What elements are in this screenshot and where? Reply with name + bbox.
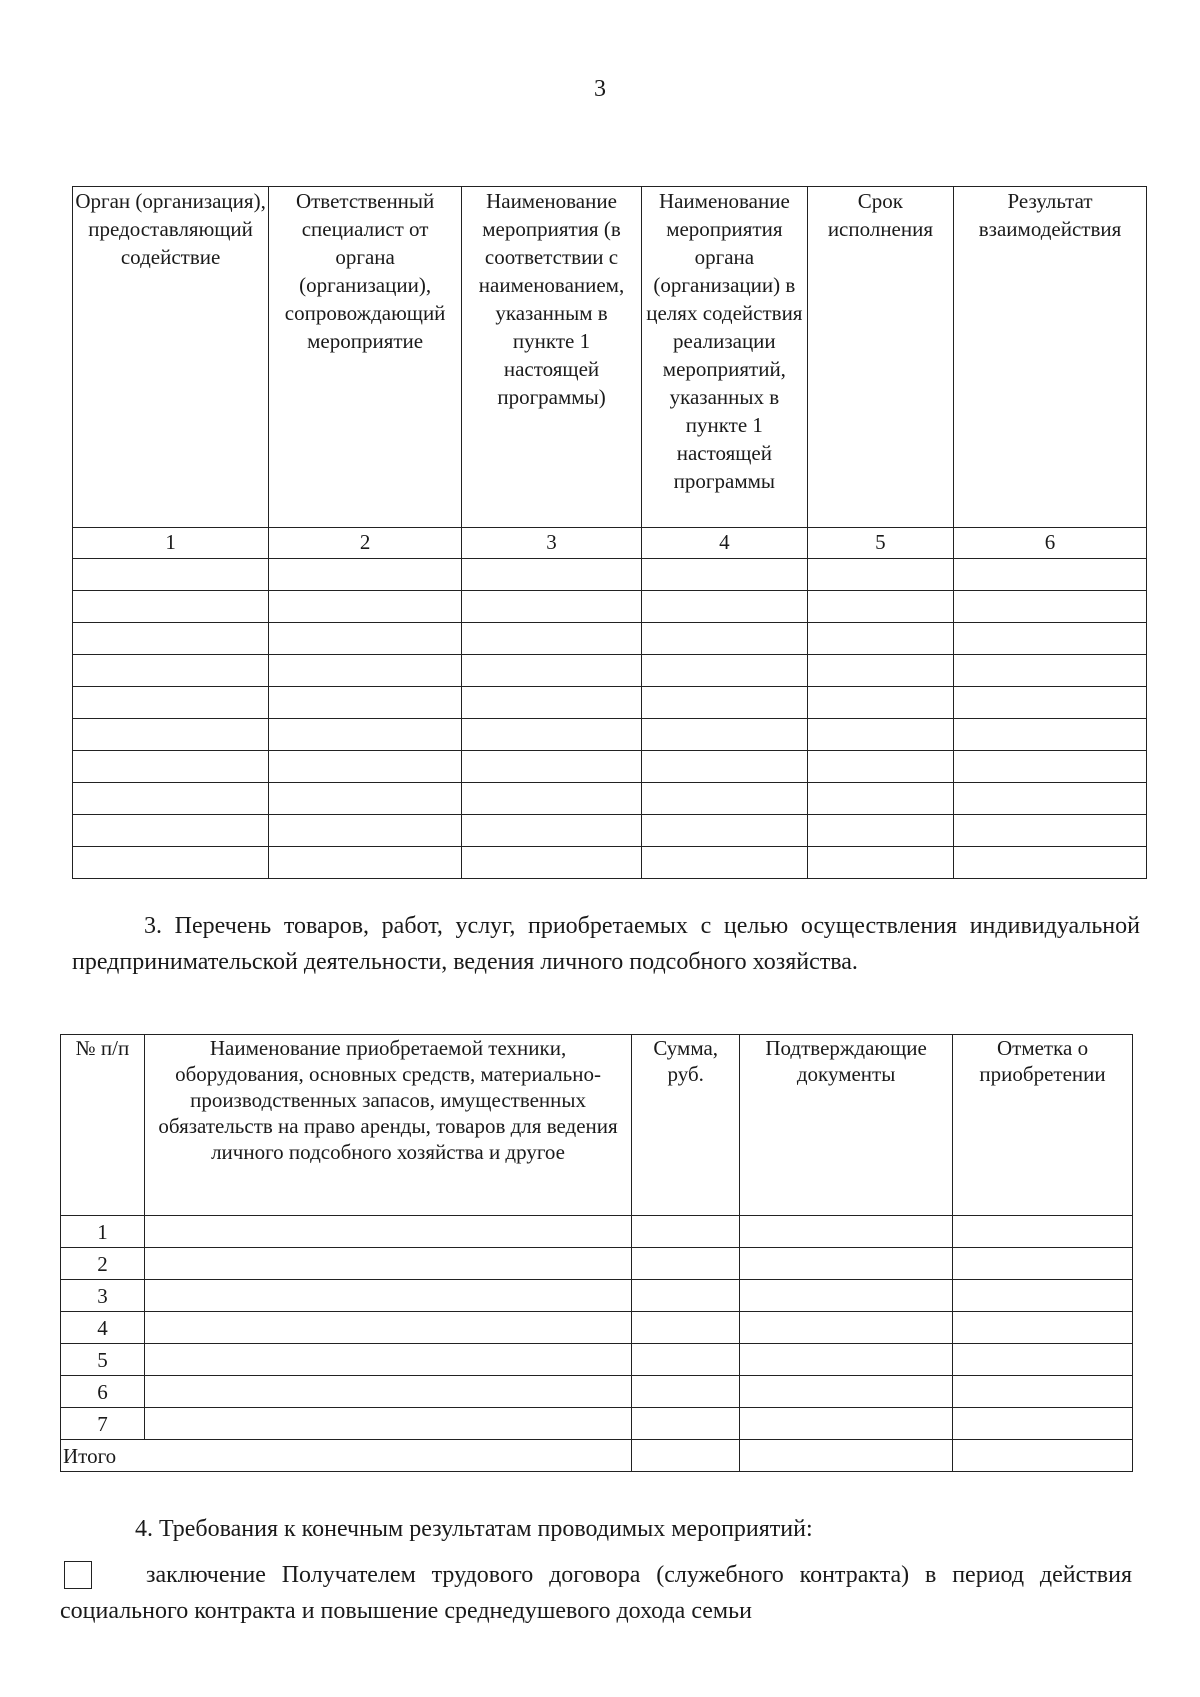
empty-cell[interactable] bbox=[953, 1248, 1133, 1280]
row-number: 6 bbox=[61, 1376, 145, 1408]
empty-cell[interactable] bbox=[462, 591, 642, 623]
empty-cell[interactable] bbox=[632, 1280, 740, 1312]
table-row bbox=[73, 815, 1147, 847]
empty-cell[interactable] bbox=[144, 1376, 631, 1408]
header-organization-event-name: Наименование мероприятия органа (организации) в целях содействия реализации мероприятий, указанных в пункте 1 настоящей программы bbox=[641, 187, 807, 528]
empty-cell[interactable] bbox=[269, 655, 462, 687]
table-row bbox=[61, 1248, 1133, 1280]
empty-cell[interactable] bbox=[641, 751, 807, 783]
table-row bbox=[73, 687, 1147, 719]
empty-cell[interactable] bbox=[641, 783, 807, 815]
empty-cell[interactable] bbox=[144, 1216, 631, 1248]
column-number: 5 bbox=[807, 528, 953, 559]
empty-cell[interactable] bbox=[954, 815, 1147, 847]
table-row bbox=[73, 783, 1147, 815]
empty-cell[interactable] bbox=[269, 623, 462, 655]
page-number: 3 bbox=[594, 76, 606, 102]
empty-cell[interactable] bbox=[73, 591, 269, 623]
empty-cell[interactable] bbox=[954, 655, 1147, 687]
empty-cell[interactable] bbox=[632, 1408, 740, 1440]
empty-cell[interactable] bbox=[954, 559, 1147, 591]
header-row-number: № п/п bbox=[61, 1035, 145, 1216]
empty-cell[interactable] bbox=[954, 623, 1147, 655]
header-responsible-specialist: Ответственный специалист от органа (организации), сопровождающий мероприятие bbox=[269, 187, 462, 528]
empty-cell[interactable] bbox=[953, 1440, 1133, 1472]
empty-cell[interactable] bbox=[740, 1344, 953, 1376]
empty-cell[interactable] bbox=[632, 1216, 740, 1248]
empty-cell[interactable] bbox=[462, 815, 642, 847]
empty-cell[interactable] bbox=[954, 751, 1147, 783]
header-event-name: Наименование мероприятия (в соответствии с наименованием, указанным в пункте 1 настоящей программы) bbox=[462, 187, 642, 528]
column-number: 4 bbox=[641, 528, 807, 559]
header-deadline: Срок исполнения bbox=[807, 187, 953, 528]
empty-cell[interactable] bbox=[632, 1248, 740, 1280]
empty-cell[interactable] bbox=[269, 815, 462, 847]
empty-cell[interactable] bbox=[807, 559, 953, 591]
table-row bbox=[61, 1216, 1133, 1248]
empty-cell[interactable] bbox=[144, 1280, 631, 1312]
empty-cell[interactable] bbox=[641, 623, 807, 655]
empty-cell[interactable] bbox=[807, 815, 953, 847]
empty-cell[interactable] bbox=[269, 783, 462, 815]
empty-cell[interactable] bbox=[953, 1408, 1133, 1440]
header-organization: Орган (организация), предоставляющий содействие bbox=[73, 187, 269, 528]
empty-cell[interactable] bbox=[953, 1280, 1133, 1312]
empty-cell[interactable] bbox=[954, 719, 1147, 751]
empty-cell[interactable] bbox=[641, 687, 807, 719]
row-number: 4 bbox=[61, 1312, 145, 1344]
empty-cell[interactable] bbox=[73, 751, 269, 783]
column-number: 6 bbox=[954, 528, 1147, 559]
empty-cell[interactable] bbox=[462, 655, 642, 687]
empty-cell[interactable] bbox=[807, 719, 953, 751]
empty-cell[interactable] bbox=[144, 1248, 631, 1280]
total-label: Итого bbox=[61, 1440, 632, 1472]
empty-cell[interactable] bbox=[740, 1440, 953, 1472]
table-row bbox=[61, 1312, 1133, 1344]
empty-cell[interactable] bbox=[73, 655, 269, 687]
total-row bbox=[61, 1440, 1133, 1472]
header-item-name: Наименование приобретаемой техники, оборудования, основных средств, материально-производственных запасов, имущественных обязательств на право аренды, товаров для ведения личного подсобного хозяйства и другое bbox=[144, 1035, 631, 1216]
table-row bbox=[73, 591, 1147, 623]
empty-cell[interactable] bbox=[954, 847, 1147, 879]
empty-cell[interactable] bbox=[740, 1280, 953, 1312]
empty-cell[interactable] bbox=[269, 559, 462, 591]
interaction-table-header-row bbox=[73, 187, 1147, 528]
table-row bbox=[61, 1376, 1133, 1408]
empty-cell[interactable] bbox=[954, 687, 1147, 719]
section-3-text: 3. Перечень товаров, работ, услуг, приобретаемых с целью осуществления индивидуальной предпринимательской деятельности, ведения личного подсобного хозяйства. bbox=[72, 913, 1140, 975]
table-row bbox=[73, 751, 1147, 783]
empty-cell[interactable] bbox=[632, 1344, 740, 1376]
section-4-heading: 4. Требования к конечным результатам проводимых мероприятий: bbox=[135, 1516, 813, 1542]
header-interaction-result: Результат взаимодействия bbox=[954, 187, 1147, 528]
empty-cell[interactable] bbox=[954, 591, 1147, 623]
table-row bbox=[73, 623, 1147, 655]
interaction-table bbox=[72, 186, 1147, 879]
empty-cell[interactable] bbox=[641, 591, 807, 623]
empty-cell[interactable] bbox=[641, 719, 807, 751]
table-row bbox=[73, 655, 1147, 687]
empty-cell[interactable] bbox=[144, 1312, 631, 1344]
empty-cell[interactable] bbox=[740, 1248, 953, 1280]
purchases-table-header-row bbox=[61, 1035, 1133, 1216]
empty-cell[interactable] bbox=[641, 815, 807, 847]
empty-cell[interactable] bbox=[269, 719, 462, 751]
table-row bbox=[73, 559, 1147, 591]
empty-cell[interactable] bbox=[462, 559, 642, 591]
empty-cell[interactable] bbox=[632, 1440, 740, 1472]
empty-cell[interactable] bbox=[953, 1216, 1133, 1248]
empty-cell[interactable] bbox=[807, 655, 953, 687]
empty-cell[interactable] bbox=[632, 1376, 740, 1408]
empty-cell[interactable] bbox=[953, 1344, 1133, 1376]
column-number: 2 bbox=[269, 528, 462, 559]
empty-cell[interactable] bbox=[462, 623, 642, 655]
empty-cell[interactable] bbox=[953, 1312, 1133, 1344]
empty-cell[interactable] bbox=[73, 815, 269, 847]
empty-cell[interactable] bbox=[462, 687, 642, 719]
column-numbers-row bbox=[73, 528, 1147, 559]
table-row bbox=[61, 1408, 1133, 1440]
empty-cell[interactable] bbox=[269, 591, 462, 623]
empty-cell[interactable] bbox=[641, 655, 807, 687]
table-row bbox=[73, 719, 1147, 751]
empty-cell[interactable] bbox=[740, 1408, 953, 1440]
row-number: 5 bbox=[61, 1344, 145, 1376]
column-number: 1 bbox=[73, 528, 269, 559]
section-4-item-1: заключение Получателем трудового договора (служебного контракта) в период действия социального контракта и повышение среднедушевого дохода семьи bbox=[60, 1562, 1132, 1624]
empty-cell[interactable] bbox=[269, 751, 462, 783]
empty-cell[interactable] bbox=[73, 783, 269, 815]
table-row bbox=[73, 847, 1147, 879]
empty-cell[interactable] bbox=[953, 1376, 1133, 1408]
empty-cell[interactable] bbox=[632, 1312, 740, 1344]
table-row bbox=[61, 1344, 1133, 1376]
empty-cell[interactable] bbox=[73, 687, 269, 719]
empty-cell[interactable] bbox=[144, 1344, 631, 1376]
empty-cell[interactable] bbox=[807, 687, 953, 719]
empty-cell[interactable] bbox=[954, 783, 1147, 815]
empty-cell[interactable] bbox=[462, 719, 642, 751]
empty-cell[interactable] bbox=[807, 847, 953, 879]
header-supporting-documents: Подтверждающие документы bbox=[740, 1035, 953, 1216]
empty-cell[interactable] bbox=[740, 1312, 953, 1344]
table-row bbox=[61, 1280, 1133, 1312]
empty-cell[interactable] bbox=[807, 751, 953, 783]
empty-cell[interactable] bbox=[269, 847, 462, 879]
empty-cell[interactable] bbox=[269, 687, 462, 719]
empty-cell[interactable] bbox=[462, 783, 642, 815]
empty-cell[interactable] bbox=[462, 847, 642, 879]
purchases-table bbox=[60, 1034, 1133, 1472]
row-number: 3 bbox=[61, 1280, 145, 1312]
empty-cell[interactable] bbox=[740, 1376, 953, 1408]
empty-cell[interactable] bbox=[144, 1408, 631, 1440]
empty-cell[interactable] bbox=[641, 847, 807, 879]
empty-cell[interactable] bbox=[73, 623, 269, 655]
column-number: 3 bbox=[462, 528, 642, 559]
empty-cell[interactable] bbox=[740, 1216, 953, 1248]
row-number: 7 bbox=[61, 1408, 145, 1440]
empty-cell[interactable] bbox=[807, 591, 953, 623]
empty-cell[interactable] bbox=[73, 719, 269, 751]
empty-cell[interactable] bbox=[807, 783, 953, 815]
header-amount: Сумма, руб. bbox=[632, 1035, 740, 1216]
header-purchase-mark: Отметка о приобретении bbox=[953, 1035, 1133, 1216]
empty-cell[interactable] bbox=[73, 847, 269, 879]
empty-cell[interactable] bbox=[73, 559, 269, 591]
row-number: 1 bbox=[61, 1216, 145, 1248]
empty-cell[interactable] bbox=[807, 623, 953, 655]
row-number: 2 bbox=[61, 1248, 145, 1280]
empty-cell[interactable] bbox=[462, 751, 642, 783]
empty-cell[interactable] bbox=[641, 559, 807, 591]
